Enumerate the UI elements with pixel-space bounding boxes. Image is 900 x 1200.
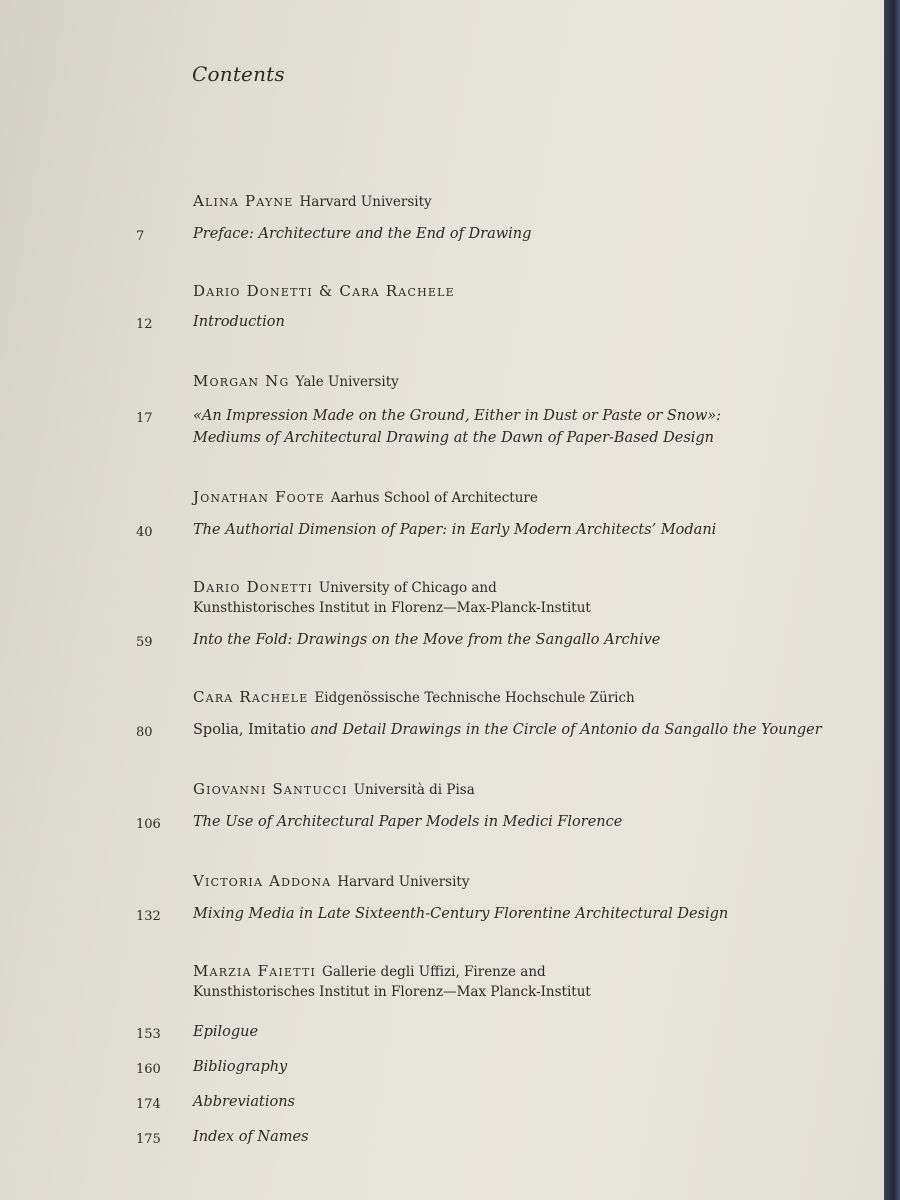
entry-title-rest: and Detail Drawings in the Circle of Antonio da Sangallo the Younger — [305, 722, 822, 738]
toc-entry-backmatter[interactable] — [0, 1059, 880, 1083]
page-number: 175 — [136, 1132, 161, 1147]
page-number: 80 — [136, 725, 153, 740]
page-number: 174 — [136, 1097, 161, 1112]
entry-title: Epilogue — [193, 1024, 259, 1040]
author-affiliation: Università di Pisa — [353, 782, 475, 798]
page-number: 160 — [136, 1062, 161, 1077]
author-name: Cara Rachele — [193, 688, 309, 706]
toc-entry[interactable] — [0, 906, 880, 930]
book-spine-edge — [884, 0, 900, 1200]
entry-title: Abbreviations — [193, 1094, 295, 1110]
entry-title: Into the Fold: Drawings on the Move from the Sangallo Archive — [193, 632, 661, 648]
entry-title — [193, 722, 822, 738]
toc-entry-backmatter[interactable] — [0, 1129, 880, 1153]
author-name: Giovanni Santucci — [193, 780, 348, 798]
page-number: 59 — [136, 635, 153, 650]
author-name: Alina Payne — [193, 192, 294, 210]
entry-title-roman: Spolia, Imitatio — [193, 722, 306, 738]
author-name: Morgan Ng — [193, 372, 290, 390]
entry-title-line2: Mediums of Architectural Drawing at the Dawn of Paper-Based Design — [193, 430, 715, 446]
toc-entry[interactable] — [0, 522, 880, 546]
entry-title: Bibliography — [193, 1059, 288, 1075]
author-affiliation: Yale University — [295, 374, 399, 390]
author-line — [193, 372, 399, 390]
page-number: 17 — [136, 411, 153, 426]
toc-entry[interactable] — [0, 632, 880, 656]
toc-entry[interactable] — [0, 408, 880, 456]
entry-title: Mixing Media in Late Sixteenth-Century Florentine Architectural Design — [193, 906, 729, 922]
page-number: 153 — [136, 1027, 161, 1042]
author-affiliation: Harvard University — [337, 874, 470, 890]
entry-title: The Use of Architectural Paper Models in Medici Florence — [193, 814, 623, 830]
page-title: Contents — [192, 62, 285, 86]
author-name: Dario Donetti — [193, 578, 313, 596]
toc-entry[interactable] — [0, 226, 880, 250]
author-line — [193, 578, 591, 616]
page-number: 106 — [136, 817, 161, 832]
author-affiliation: Harvard University — [299, 194, 432, 210]
entry-title: Preface: Architecture and the End of Drawing — [193, 226, 532, 242]
author-name: Dario Donetti & Cara Rachele — [193, 282, 455, 300]
author-name: Marzia Faietti — [193, 962, 317, 980]
page-number: 12 — [136, 317, 153, 332]
author-line — [193, 282, 455, 300]
author-name: Jonathan Foote — [193, 488, 325, 506]
page-number: 132 — [136, 909, 161, 924]
entry-title — [193, 408, 721, 446]
author-line — [193, 192, 432, 210]
entry-title: Introduction — [193, 314, 285, 330]
toc-entry[interactable] — [0, 1024, 880, 1048]
author-line — [193, 872, 469, 890]
author-affiliation-line2: Kunsthistorisches Institut in Florenz—Max Planck-Institut — [193, 984, 591, 1000]
author-line — [193, 488, 538, 506]
toc-entry[interactable] — [0, 814, 880, 838]
author-name: Victoria Addona — [193, 872, 332, 890]
toc-entry[interactable] — [0, 722, 880, 746]
page-number: 7 — [136, 229, 145, 244]
author-affiliation: Eidgenössische Technische Hochschule Zürich — [314, 690, 635, 706]
entry-title: Index of Names — [193, 1129, 309, 1145]
toc-entry[interactable] — [0, 314, 880, 338]
author-affiliation: University of Chicago and — [318, 580, 497, 596]
author-line — [193, 688, 635, 706]
author-affiliation: Aarhus School of Architecture — [330, 490, 538, 506]
entry-title: The Authorial Dimension of Paper: in Early Modern Architects’ Modani — [193, 522, 717, 538]
author-affiliation-line2: Kunsthistorisches Institut in Florenz—Max-Planck-Institut — [193, 600, 591, 616]
entry-title-line1: «An Impression Made on the Ground, Either in Dust or Paste or Snow»: — [193, 408, 722, 424]
author-line — [193, 780, 475, 798]
author-affiliation: Gallerie degli Uffizi, Firenze and — [322, 964, 546, 980]
page-number: 40 — [136, 525, 153, 540]
author-line — [193, 962, 591, 1000]
toc-entry-backmatter[interactable] — [0, 1094, 880, 1118]
